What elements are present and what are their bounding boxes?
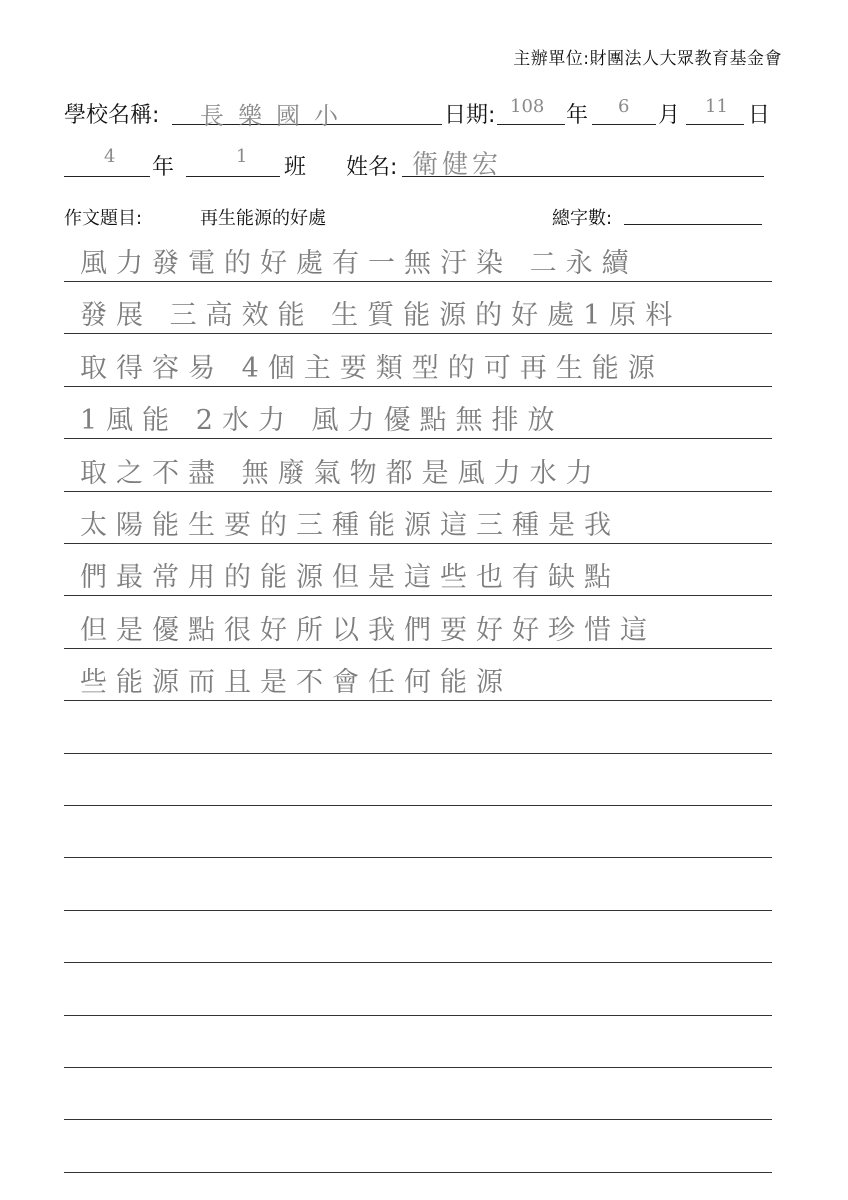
name-value: 衛健宏 [412,150,503,180]
ruled-line [64,543,772,544]
month-value: 6 [618,96,630,117]
organizer-text: 主辦單位:財團法人大眾教育基金會 [513,49,782,69]
ruled-line [64,648,772,649]
ruled-line [64,281,772,282]
essay-line-text[interactable]: 1風能 2水力 風力優點無排放 [80,405,564,437]
ruled-line [64,1119,772,1120]
essay-line-text[interactable]: 取之不盡 無廢氣物都是風力水力 [80,457,602,489]
ruled-line [64,910,772,911]
date-label: 日期: [444,103,496,128]
class-field[interactable] [186,150,280,177]
word-count-label: 總字數: [552,208,613,229]
ruled-line [64,857,772,858]
year-label: 年 [566,103,589,128]
topic-value: 再生能源的好處 [200,208,326,229]
month-label: 月 [658,103,681,128]
name-label: 姓名: [346,155,398,180]
essay-line-text[interactable]: 發展 三高效能 生質能源的好處1原料 [80,300,682,332]
ruled-line [64,962,772,963]
ruled-line [64,386,772,387]
ruled-line [64,700,772,701]
essay-line-text[interactable]: 但是優點很好所以我們要好好珍惜這 [80,614,656,646]
essay-line-text[interactable]: 風力發電的好處有一無汙染 二永續 [80,248,638,279]
ruled-line [64,1172,772,1173]
ruled-line [64,333,772,334]
day-label: 日 [748,103,771,128]
ruled-line [64,438,772,439]
year-value: 108 [510,96,545,117]
topic-label: 作文題目: [64,208,143,229]
class-label: 班 [284,155,307,180]
ruled-line [64,1015,772,1016]
day-value: 11 [705,96,728,117]
ruled-line [64,595,772,596]
essay-line-text[interactable]: 們最常用的能源但是這些也有缺點 [80,562,620,594]
essay-line-text[interactable]: 取得容易 4個主要類型的可再生能源 [80,352,664,384]
word-count-field[interactable] [624,200,762,225]
essay-line-text[interactable]: 些能源而且是不會任何能源 [80,667,512,699]
class-value: 1 [236,146,248,167]
school-value: 長樂國小 [200,102,352,130]
ruled-line [64,1067,772,1068]
ruled-line [64,491,772,492]
grade-value: 4 [104,146,116,167]
essay-line-text[interactable]: 太陽能生要的三種能源這三種是我 [80,510,620,541]
ruled-line [64,805,772,806]
school-label: 學校名稱: [64,103,160,128]
grade-label: 年 [152,155,175,180]
ruled-line [64,753,772,754]
